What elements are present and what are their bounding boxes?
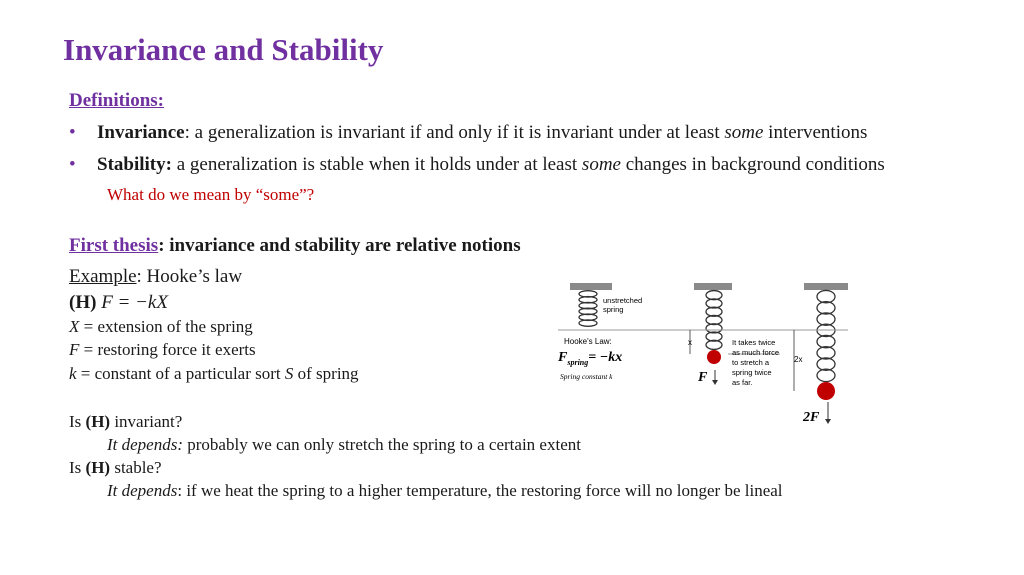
term-stability: Stability: [97,154,172,175]
two-force-arrowhead [825,419,831,424]
bullet-stability [69,154,885,176]
unstretched-label-2: spring [603,305,624,314]
bullet-text-a: a generalization is stable when it holds under at least [171,154,582,175]
force-label: F [698,370,708,385]
question-stable [69,458,162,478]
def-text: = constant of a particular sort [76,364,285,383]
h-formula: F = −kX [101,292,168,313]
question-invariant [69,412,182,432]
symbol-f: F [69,340,80,359]
unstretched-label-1: unstretched [603,296,643,305]
example-line [69,266,242,288]
bullet-emph: some [581,154,621,175]
spring-coil [817,335,835,347]
bullet-text-b: interventions [763,122,868,143]
symbol-x: X [69,317,80,336]
spring-coil [817,302,835,314]
spring-constant-label: Spring constant k [560,372,613,381]
x-label: x [688,338,692,347]
answer-emph: It depends [107,481,178,500]
slide-title: Invariance and Stability [63,32,384,67]
h-label: (H) [69,292,97,313]
thesis-label: First thesis [69,235,159,256]
answer-text: : if we heat the spring to a higher temperature, the restoring force will no longer be lineal [177,481,783,500]
formula-f: $F_{spring}= -kx$ [558,350,623,367]
def-f [69,340,256,360]
answer-text: probably we can only stretch the spring to a certain extent [183,435,581,454]
example-label: Example [69,266,137,287]
note-line: spring twice [732,368,772,377]
def-text: = restoring force it exerts [79,340,256,359]
bullet-emph: some [724,122,764,143]
hooke-formula-line [69,292,168,314]
q-pre: Is [69,412,86,431]
q-bold: (H) [85,412,111,431]
spring-unstretched [579,291,597,327]
answer-stable [107,481,783,501]
symbol-s: S [284,364,294,383]
spring-coil [817,369,835,381]
q-post: stable? [110,458,162,477]
spring-coil [817,290,835,302]
mass-ball-2 [817,382,835,400]
spring-stretched [706,291,722,350]
twice-note [732,338,779,387]
example-text: : Hooke’s law [136,266,243,287]
q-post: invariant? [110,412,183,431]
definitions-heading: Definitions: [69,90,164,111]
two-x-label: 2x [794,355,803,364]
q-pre: Is [69,458,86,477]
note-line: as far. [732,378,753,387]
hookes-law-label: Hooke's Law: [564,337,612,346]
bullet-text-a: a generalization is invariant if and only if it is invariant under at least [189,122,725,143]
note-line: to stretch a [732,358,770,367]
mass-ball [707,350,721,364]
term-invariance: Invariance [97,122,185,143]
hookes-law-figure [548,278,858,433]
question-some: What do we mean by “some”? [107,185,315,204]
force-arrowhead [712,380,718,385]
bullet-dot: • [69,154,76,175]
thesis-text: : invariance and stability are relative notions [158,235,521,256]
answer-emph: It depends: [107,435,184,454]
bullet-invariance [69,122,867,144]
bullet-dot: • [69,122,76,143]
note-line: It takes twice [732,338,776,347]
def-x [69,317,253,337]
term-separator: : [184,122,190,143]
symbol-k: k [69,364,77,383]
spring-coil [817,347,835,359]
first-thesis [69,235,521,257]
spring-coil [817,358,835,370]
ceiling-1 [570,283,612,290]
two-force-label: 2F [803,410,820,425]
q-bold: (H) [85,458,111,477]
spring-coil [817,313,835,325]
ceiling-3 [804,283,848,290]
note-line: as much force [732,348,780,357]
answer-invariant [107,435,581,455]
def-k [69,364,359,384]
def-text: of spring [293,364,359,383]
def-text: = extension of the spring [79,317,253,336]
ceiling-2 [694,283,732,290]
bullet-text-b: changes in background conditions [620,154,885,175]
spring-stretched-twice [817,290,835,381]
